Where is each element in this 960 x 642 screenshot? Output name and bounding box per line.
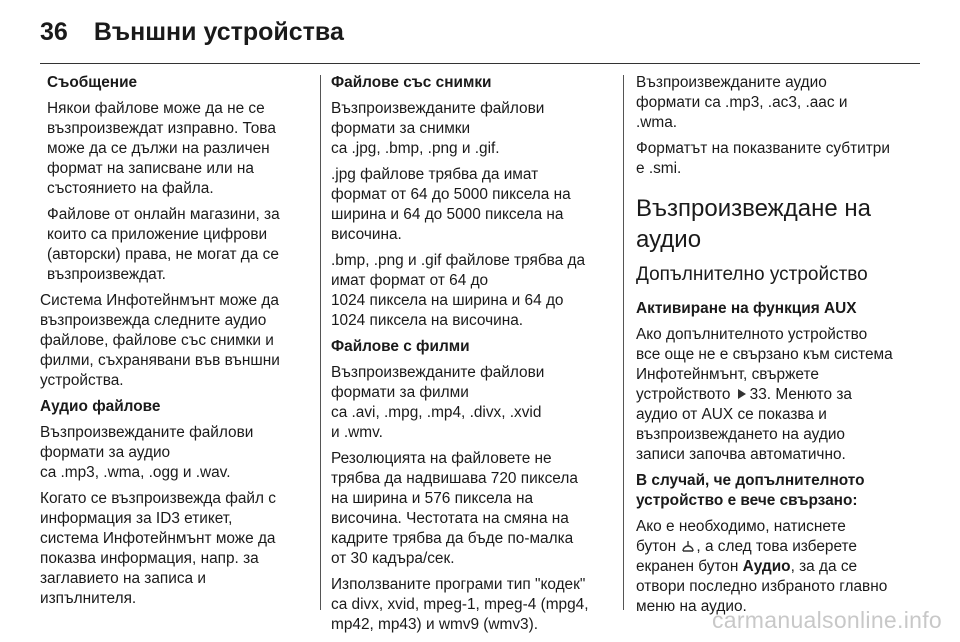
subsection-heading-aux-device: Допълнително устройство (636, 264, 868, 285)
column-1 (40, 73, 312, 615)
page-header (40, 14, 344, 50)
already-connected-paragraph (636, 517, 908, 617)
bmp-png-gif-paragraph: .bmp, .png и .gif файлове трябва да имат формат от 64 до 1024 пиксела на ширина и 64 до 1024 пиксела на височина. (331, 252, 586, 329)
picture-files-heading: Файлове със снимки (331, 74, 492, 91)
aux-activation-paragraph (636, 325, 908, 465)
page-number: 36 (40, 17, 68, 46)
column-divider-1 (320, 75, 321, 610)
audio-files-heading: Аудио файлове (40, 398, 161, 415)
section-heading-audio-playback: Възпроизвеждане на аудио (636, 195, 871, 253)
aux-text-b: . Менюто за аудио от AUX се показва и възпроизвеждането на аудио записи започва автоматично. (636, 386, 852, 463)
aux-activation-heading: Активиране на функция AUX (636, 300, 857, 317)
picture-formats-paragraph: Възпроизвежданите файлови формати за снимки са .jpg, .bmp, .png и .gif. (331, 100, 545, 157)
audio-button-label: Аудио (742, 558, 791, 575)
page-title: Външни устройства (93, 17, 344, 46)
audio-formats-paragraph: Възпроизвежданите файлови формати за аудио са .mp3, .wma, .ogg и .wav. (40, 424, 254, 481)
note-box (40, 73, 312, 285)
note-paragraph-1: Някои файлове може да не се възпроизвеждат изправно. Това може да се дължи на различен формат на записване или на състоянието на файла. (47, 100, 276, 197)
page-ref-arrow-icon (738, 389, 746, 399)
intro-paragraph: Система Инфотейнмънт може да възпроизвежда следните аудио файлове, файлове със снимки и филми, съхранявани във външни устройства. (40, 292, 280, 389)
aux-page-ref: 33 (749, 386, 767, 403)
column-3 (636, 73, 908, 623)
conn-text-a: Ако е необходимо, натиснете бутон (636, 518, 846, 555)
codec-paragraph: Използваните програми тип "кодек" са divx, xvid, mpeg-1, mpeg-4 (mpg4, mp42, mp43) и wmv9 (wmv3). (331, 576, 589, 633)
home-icon (681, 539, 695, 553)
aux-text-a: Ако допълнителното устройство все още не е свързано към система Инфотейнмънт, свържете устройството (636, 326, 893, 403)
jpg-paragraph: .jpg файлове трябва да имат формат от 64 до 5000 пиксела на ширина и 64 до 5000 пиксела на височина. (331, 166, 571, 243)
note-title: Съобщение (47, 74, 138, 91)
movie-files-heading: Файлове с филми (331, 338, 470, 355)
column-divider-2 (623, 75, 624, 610)
column-2 (331, 73, 606, 641)
subtitle-format-paragraph: Форматът на показваните субтитри е .smi. (636, 140, 890, 177)
header-divider (40, 63, 920, 64)
note-paragraph-2: Файлове от онлайн магазини, за които са приложение цифрови (авторски) права, не могат да се възпроизвеждат. (47, 206, 280, 283)
conn-text-c: , за да се отвори последно избраното главно меню на аудио. (636, 558, 888, 615)
audio-playback-formats-paragraph: Възпроизвежданите аудио формати са .mp3, .ac3, .aac и .wma. (636, 74, 848, 131)
watermark: carmanualsonline.info (711, 607, 942, 633)
movie-resolution-paragraph: Резолюцията на файловете не трябва да надвишава 720 пиксела на ширина и 576 пиксела на височина. Честотата на смяна на кадрите трябва да бъде по-малка от 30 кадъра/сек. (331, 450, 578, 567)
already-connected-heading: В случай, че допълнителното устройство е вече свързано: (636, 472, 865, 509)
movie-formats-paragraph: Възпроизвежданите файлови формати за филми са .avi, .mpg, .mp4, .divx, .xvid и .wmv. (331, 364, 545, 441)
id3-paragraph: Когато се възпроизвежда файл с информация за ID3 етикет, система Инфотейнмънт може да показва информация, напр. за заглавието на записа и изпълнителя. (40, 490, 276, 607)
conn-text-b: , а след това изберете екранен бутон (636, 538, 857, 575)
